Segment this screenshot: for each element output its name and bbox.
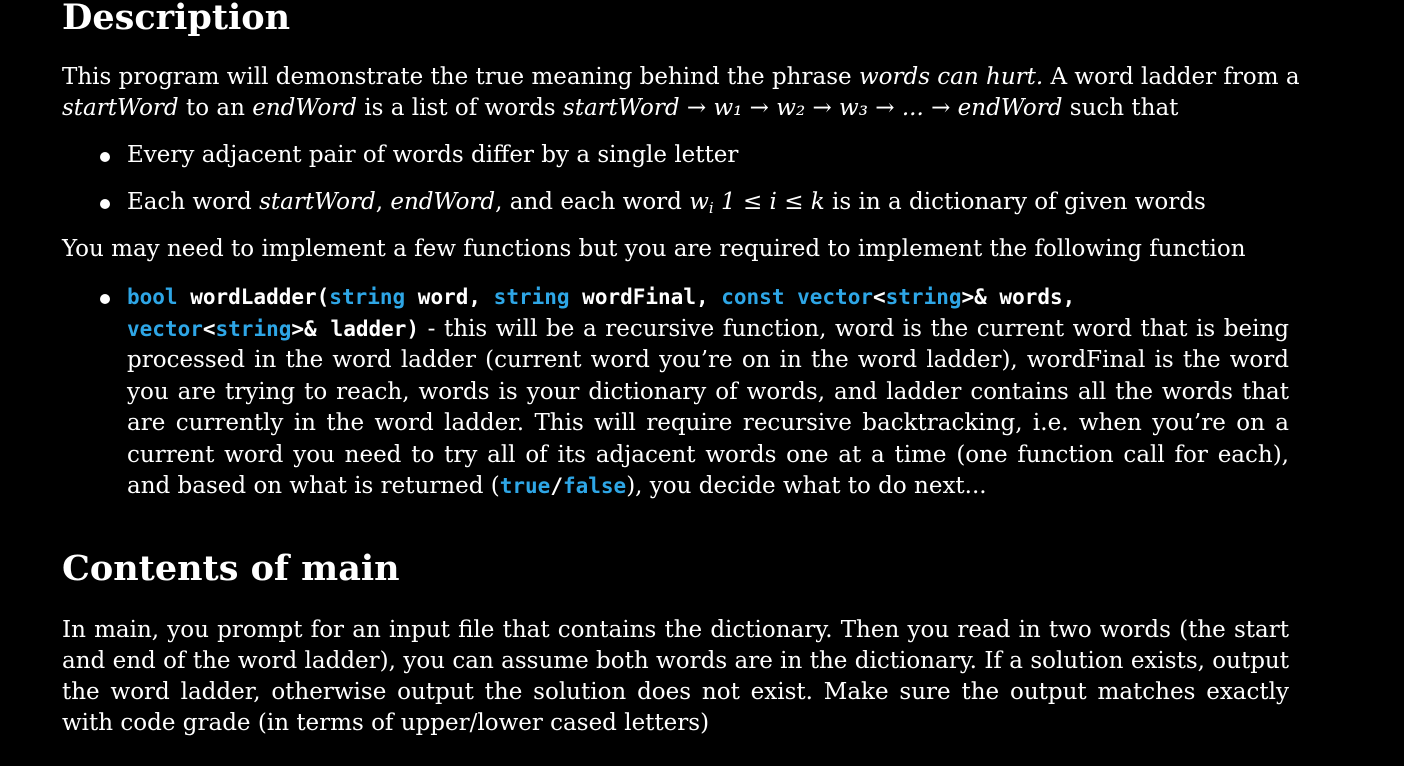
contents-of-main-heading: Contents of main [62, 548, 400, 589]
code-keyword: vector [797, 285, 873, 309]
end-word-term: endWord [252, 95, 357, 121]
bullet-dot [100, 199, 110, 209]
bullet-item-2 [127, 191, 1206, 216]
intro-line-1 [62, 66, 1300, 89]
code-keyword: string [329, 285, 406, 309]
code-keyword: bool [127, 285, 178, 309]
code-text: wordLadder( [177, 285, 330, 309]
code-text: < [202, 316, 216, 341]
ladder-formula: startWord → w₁ → w₂ → w₃ → ... → endWord [562, 95, 1063, 121]
math-range: 1 ≤ i ≤ k [713, 189, 825, 215]
code-keyword: false [562, 474, 627, 498]
bullet-item-1: Every adjacent pair of words differ by a single letter [127, 142, 739, 168]
math-subscript: i [708, 199, 714, 217]
intro-line-2 [62, 97, 1178, 120]
code-keyword: const [721, 285, 785, 309]
intro-text: A word ladder from a [1043, 64, 1300, 90]
end-word-term: endWord [390, 189, 496, 215]
intro-text: such that [1062, 95, 1179, 121]
code-text: / [550, 474, 563, 498]
bullet-dot [100, 152, 110, 162]
code-text [784, 285, 797, 309]
bullet-text: Each word [127, 189, 260, 215]
intro-text: This program will demonstrate the true meaning behind the phrase [62, 64, 859, 90]
function-description [127, 282, 1289, 503]
intro-text: is a list of words [357, 95, 563, 121]
code-text: >& ladder) [291, 316, 420, 341]
requirement-text: You may need to implement a few functions but you are required to implement the following function [62, 236, 1246, 262]
code-text: < [872, 285, 886, 309]
start-word-term: startWord [259, 189, 376, 215]
code-keyword: vector [127, 316, 203, 341]
emphasis-phrase: words can hurt. [858, 64, 1044, 90]
code-keyword: true [499, 474, 551, 498]
function-desc-text: ), you decide what to do next... [626, 473, 987, 499]
code-text: wordFinal, [569, 285, 722, 309]
math-w: w [689, 189, 709, 215]
main-contents-paragraph: In main, you prompt for an input file that contains the dictionary. Then you read in two words (the start and end of the word ladder), you can assume both words are in the dictionary. If a solution exists, output the word ladder, otherwise output the solution does not exist. Make sure the output matches exactly with code grade (in terms of upper/lower cased letters) [62, 617, 1289, 736]
code-text: >& words, [961, 285, 1076, 309]
description-heading: Description [62, 0, 291, 38]
code-keyword: string [493, 285, 570, 309]
code-text: word, [405, 285, 494, 309]
bullet-dot [100, 294, 110, 304]
bullet-text: , and each word [495, 189, 690, 215]
function-desc-text: - this will be a recursive function, word is the current word that is being processed in the word ladder (current word you’re on in the word ladder), wordFinal is the word you are trying to reach, words is your dictionary of words, and ladder contains all the words that are currently in the word ladder. This will require recursive backtracking, i.e. when you’re on a current word you need to try all of its adjacent words one at a time (one function call for each), and based on what is returned ( [127, 315, 1289, 499]
intro-text: to an [178, 95, 253, 121]
code-keyword: string [215, 316, 292, 341]
bullet-text: is in a dictionary of given words [824, 189, 1206, 215]
start-word-term: startWord [62, 95, 179, 121]
bullet-text: , [375, 189, 391, 215]
code-keyword: string [885, 285, 962, 309]
